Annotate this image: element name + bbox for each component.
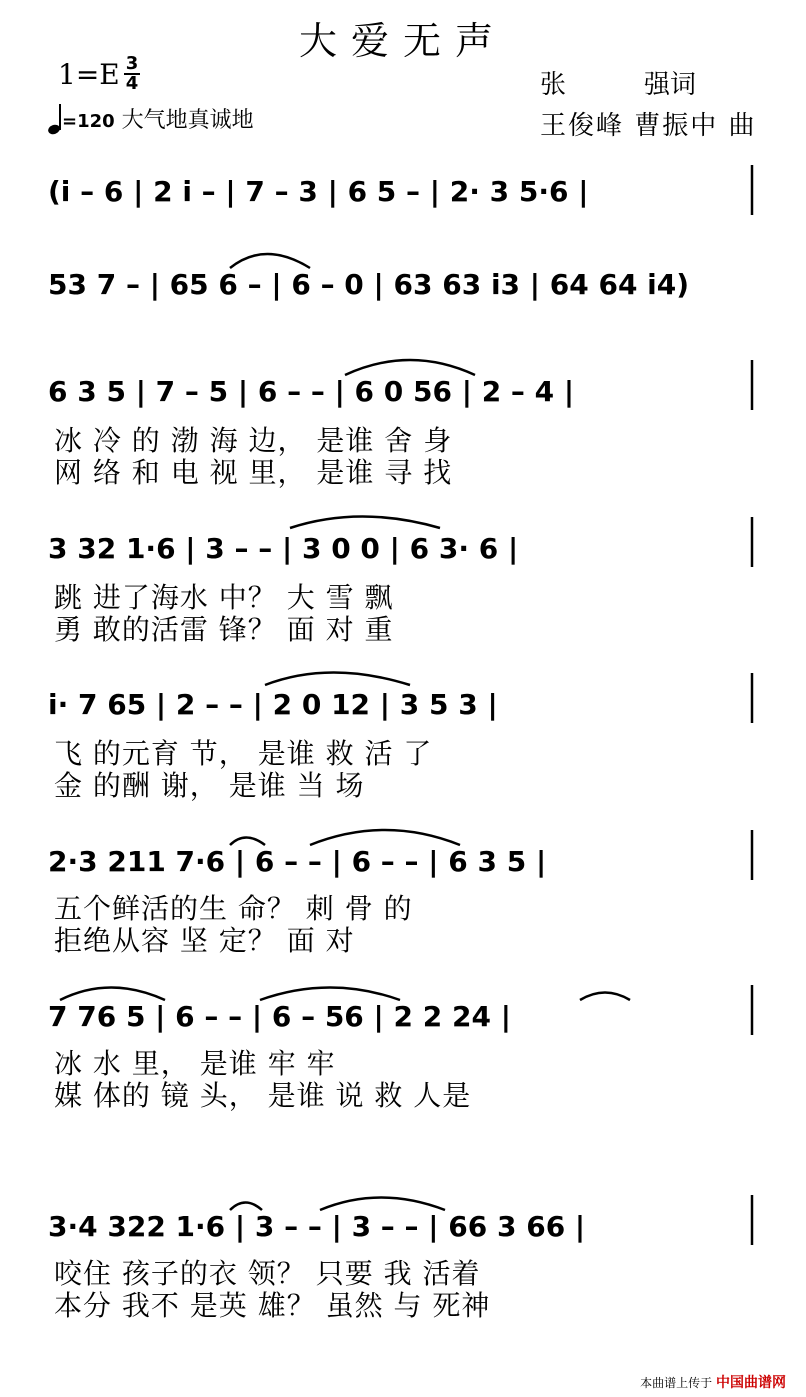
lyrics-verse-2: 媒 体的 镜 头， 是谁 说 救 人是 [54,1079,472,1112]
lyrics-verse-1: 跳 进了海水 中？ 大 雪 飘 [54,581,394,614]
composer-credit: 王俊峰 曹振中 曲 [540,111,757,141]
notes-line: 3·4 322 1·6 | 3 – – | 3 – – | 66 3 66 | [48,1210,586,1243]
notes-line: 2·3 211 7·6 | 6 – – | 6 – – | 6 3 5 | [48,845,547,878]
tempo-expression: 大气地真诚地 [121,108,254,133]
lyrics-verse-2: 拒绝从容 坚 定？ 面 对 [54,924,355,957]
footer [640,1372,786,1392]
time-signature-bottom: 4 [125,73,139,94]
key-signature: 1=E [58,58,120,91]
notes-line: i· 7 65 | 2 – – | 2 0 12 | 3 5 3 | [48,688,498,721]
lyrics-verse-2: 金 的酬 谢， 是谁 当 场 [54,769,365,802]
lyrics-verse-1: 冰 冷 的 渤 海 边， 是谁 舍 身 [54,424,453,457]
lyricist-credit: 张 强词 [540,70,697,100]
lyrics-verse-2: 网 络 和 电 视 里， 是谁 寻 找 [54,456,453,489]
lyrics-verse-1: 冰 水 里， 是谁 牢 牢 [54,1047,336,1080]
footer-text: 本曲谱上传于 [640,1376,713,1390]
lyrics-verse-1: 五个鲜活的生 命？ 刺 骨 的 [54,892,413,925]
lyrics-verse-2: 勇 敢的活雷 锋？ 面 对 重 [54,613,394,646]
lyrics-verse-1: 飞 的元育 节， 是谁 救 活 了 [54,737,433,770]
notes-line: (i – 6 | 2 i – | 7 – 3 | 6 5 – | 2· 3 5·6 | [48,175,589,208]
song-title: 大爱无声 [298,19,507,63]
lyrics-verse-1: 咬住 孩子的衣 领？ 只要 我 活着 [54,1257,481,1290]
notes-line: 3 32 1·6 | 3 – – | 3 0 0 | 6 3· 6 | [48,532,519,565]
notes-line: 7 76 5 | 6 – – | 6 – 56 | 2 2 24 | [48,1000,511,1033]
lyrics-verse-2: 本分 我不 是英 雄？ 虽然 与 死神 [54,1289,491,1322]
notes-line: 53 7 – | 65 6 – | 6 – 0 | 63 63 i3 | 64 64 i4) [48,268,690,301]
time-signature-top: 3 [125,53,139,74]
site-logo[interactable]: 中国曲谱网 [716,1375,786,1391]
tempo-bpm: =120 [62,111,115,132]
notes-line: 6 3 5 | 7 – 5 | 6 – – | 6 0 56 | 2 – 4 | [48,375,575,408]
